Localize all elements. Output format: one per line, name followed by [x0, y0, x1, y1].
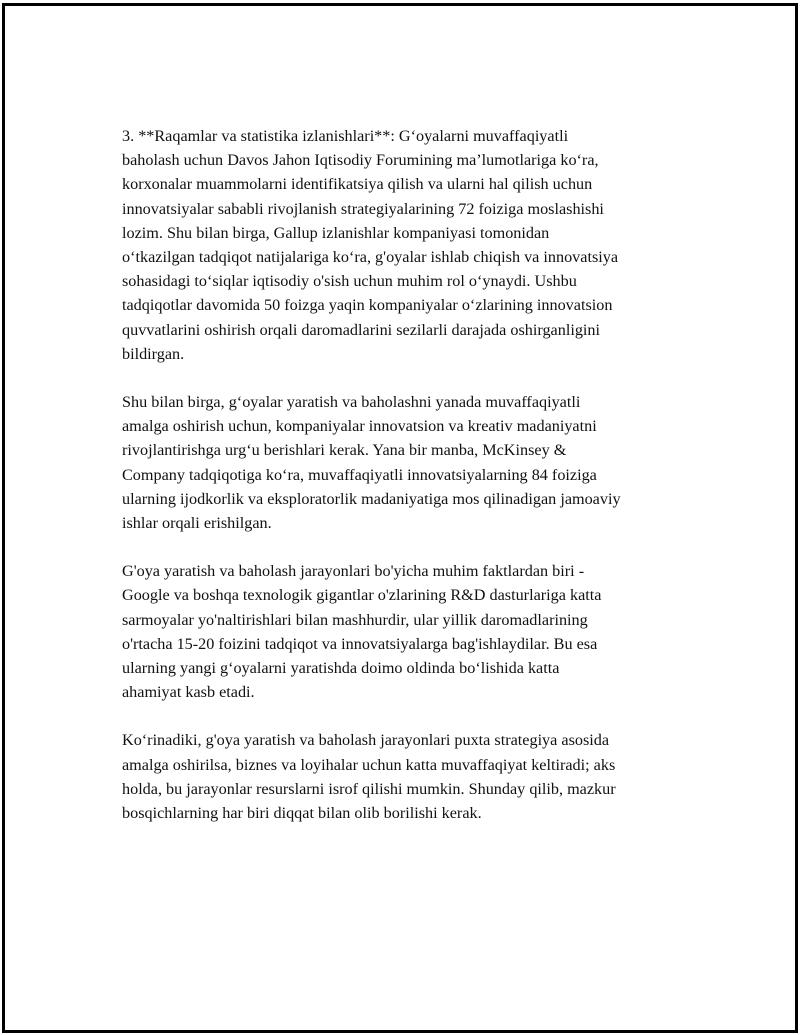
- text-line: quvvatlarini oshirish orqali daromadlarini sezilarli darajada oshirganligini: [122, 320, 600, 339]
- text-line: bildirgan.: [122, 344, 185, 363]
- text-line: ularning yangi g‘oyalarni yaratishda doimo oldinda bo‘lishida katta: [122, 659, 560, 678]
- text-line: ularning ijodkorlik va eksploratorlik madaniyatiga mos qilinadigan jamoaviy: [122, 489, 621, 508]
- text-line: Google va boshqa texnologik gigantlar o'zlarining R&D dasturlariga katta: [122, 586, 602, 605]
- text-line: korxonalar muammolarni identifikatsiya qilish va ularni hal qilish uchun: [122, 175, 593, 194]
- page-frame: [2, 3, 798, 1033]
- text-line: holda, bu jarayonlar resurslarni isrof qilishi mumkin. Shunday qilib, mazkur: [122, 779, 616, 798]
- text-line: bosqichlarning har biri diqqat bilan olib borilishi kerak.: [122, 804, 482, 823]
- text-line: sohasidagi to‘siqlar iqtisodiy o'sish uchun muhim rol o‘ynaydi. Ushbu: [122, 272, 577, 291]
- text-line: o'rtacha 15-20 foizini tadqiqot va innovatsiyalarga bag'ishlaydilar. Bu esa: [122, 634, 598, 653]
- text-line: Ko‘rinadiki, g'oya yaratish va baholash jarayonlari puxta strategiya asosida: [122, 731, 610, 750]
- text-line: Shu bilan birga, g‘oyalar yaratish va baholashni yanada muvaffaqiyatli: [122, 393, 581, 412]
- text-line: innovatsiyalar sababli rivojlanish strategiyalarining 72 foiziga moslashishi: [122, 199, 604, 218]
- text-line: o‘tkazilgan tadqiqot natijalariga ko‘ra, g'oyalar ishlab chiqish va innovatsiya: [122, 248, 619, 267]
- paragraph-2: [122, 390, 702, 535]
- text-line: Company tadqiqotiga ko‘ra, muvaffaqiyatli innovatsiyalarning 84 foiziga: [122, 465, 597, 484]
- text-line: baholash uchun Davos Jahon Iqtisodiy Forumining ma’lumotlariga ko‘ra,: [122, 151, 599, 170]
- text-line: 3. **Raqamlar va statistika izlanishlari**: G‘oyalarni muvaffaqiyatli: [122, 127, 569, 145]
- document-body: [122, 124, 702, 849]
- text-line: G'oya yaratish va baholash jarayonlari bo'yicha muhim faktlardan biri -: [122, 562, 585, 581]
- text-line: rivojlantirishga urg‘u berishlari kerak. Yana bir manba, McKinsey &: [122, 441, 567, 460]
- text-line: lozim. Shu bilan birga, Gallup izlanishlar kompaniyasi tomonidan: [122, 223, 550, 242]
- text-line: amalga oshirilsa, biznes va loyihalar uchun katta muvaffaqiyat keltiradi; aks: [122, 755, 616, 774]
- paragraph-4: [122, 728, 702, 825]
- paragraph-1: [122, 124, 702, 366]
- text-line: sarmoyalar yo'naltirishlari bilan mashhurdir, ular yillik daromadlarining: [122, 610, 588, 629]
- text-line: ishlar orqali erishilgan.: [122, 514, 272, 533]
- text-line: ahamiyat kasb etadi.: [122, 683, 255, 702]
- text-line: amalga oshirish uchun, kompaniyalar innovatsion va kreativ madaniyatni: [122, 417, 597, 436]
- text-line: tadqiqotlar davomida 50 foizga yaqin kompaniyalar o‘zlarining innovatsion: [122, 296, 613, 315]
- paragraph-3: [122, 559, 702, 704]
